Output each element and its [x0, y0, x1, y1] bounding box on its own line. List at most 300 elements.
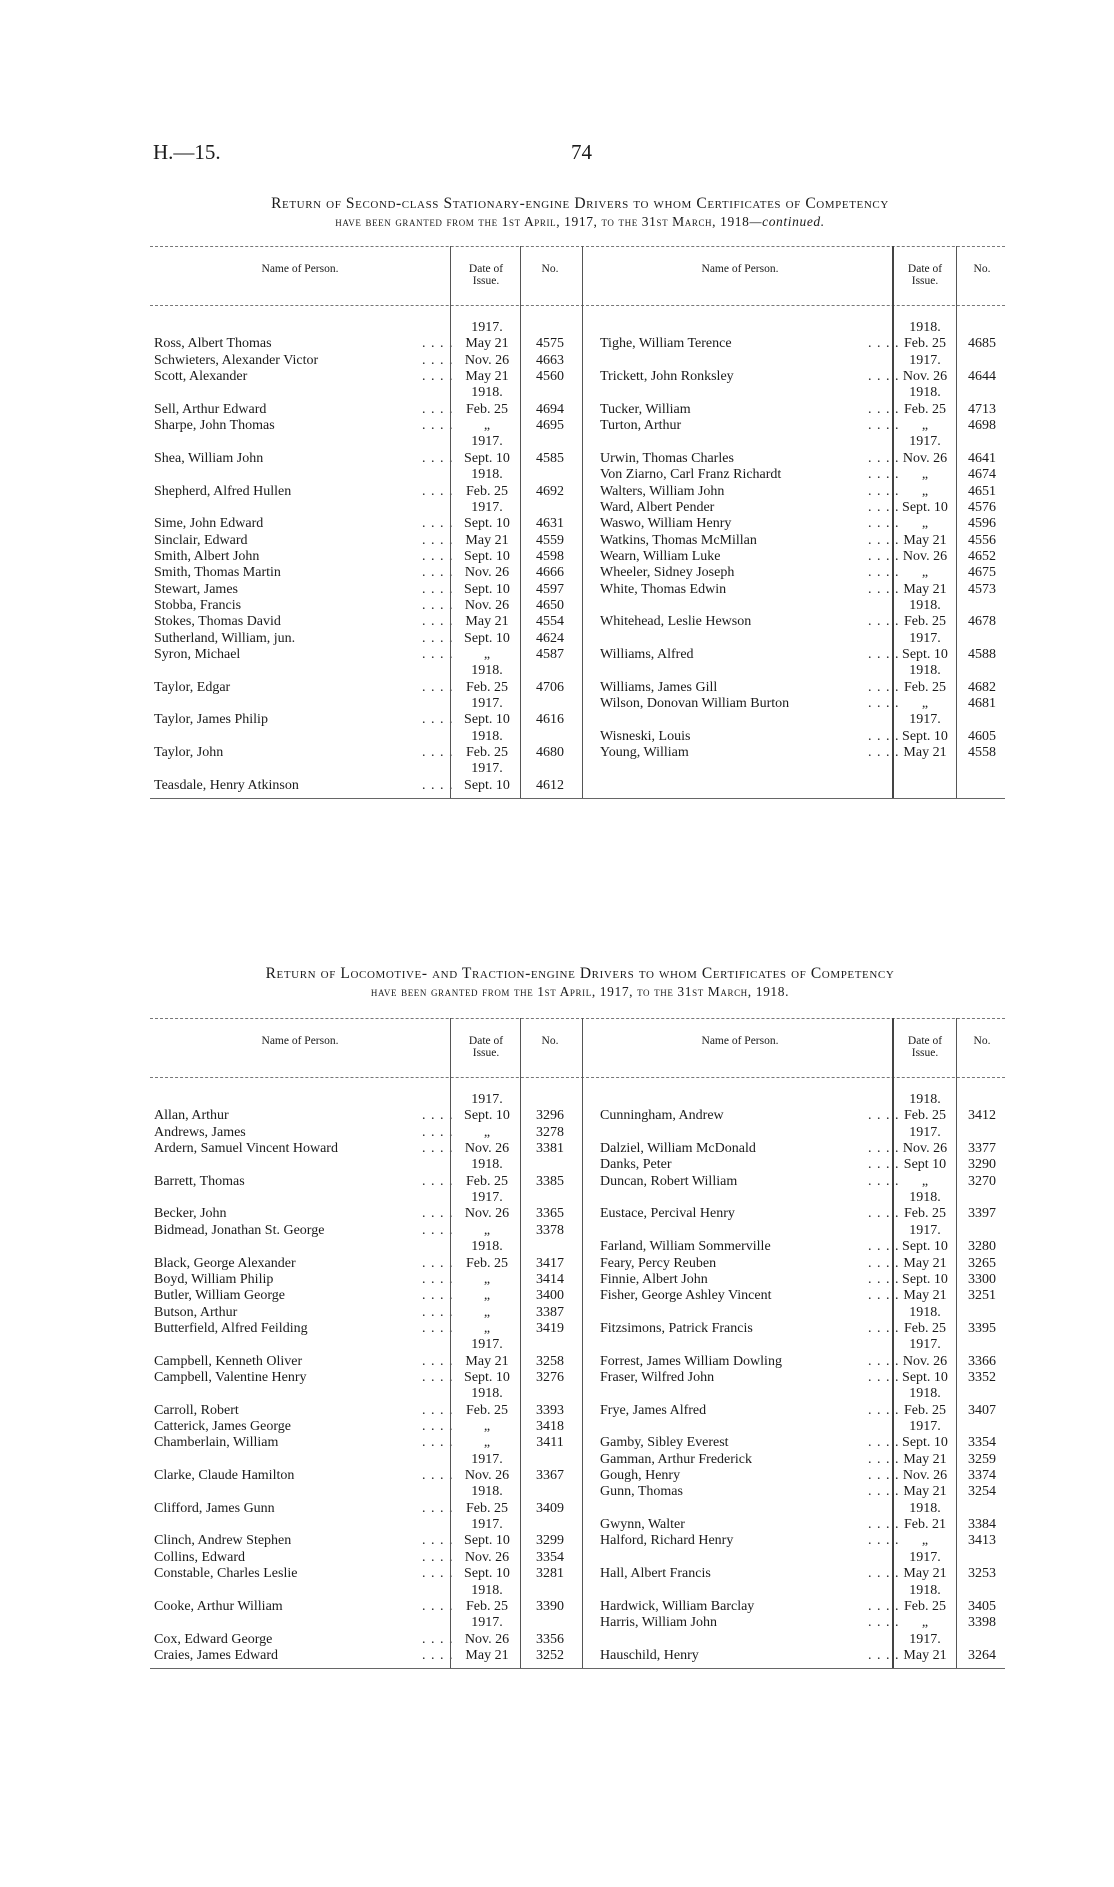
issue-date: Sept. 10	[464, 581, 510, 597]
table1	[150, 246, 1005, 800]
person-name: Cox, Edward George	[154, 1631, 273, 1647]
person-name: Taylor, James Philip	[154, 712, 268, 728]
person-name: Chamberlain, William	[154, 1435, 279, 1451]
certificate-number: 3281	[536, 1566, 564, 1582]
issue-date: Sept. 10	[902, 1239, 948, 1255]
issue-date: Feb. 25	[904, 1206, 946, 1222]
person-name: White, Thomas Edwin	[600, 581, 727, 597]
leader-dots: . . . .	[868, 401, 900, 417]
table2-header-no-right: No.	[973, 1035, 991, 1047]
leader-dots: . . . .	[422, 1255, 454, 1271]
leader-dots: . . . .	[422, 679, 454, 695]
issue-date: Sept. 10	[464, 516, 510, 532]
issue-date: May 21	[465, 532, 509, 548]
table1-header-no-left: No.	[541, 263, 559, 275]
certificate-number: 4651	[968, 483, 996, 499]
person-name: Boyd, William Philip	[154, 1271, 274, 1287]
leader-dots: . . . .	[868, 679, 900, 695]
issue-date: Feb. 25	[904, 1108, 946, 1124]
person-name: Stewart, James	[154, 581, 238, 597]
issue-date: Feb. 21	[904, 1517, 946, 1533]
table2	[150, 1018, 1005, 1670]
issue-date: Nov. 26	[902, 1353, 948, 1369]
issue-date: May 21	[465, 369, 509, 385]
person-name: Gamman, Arthur Frederick	[600, 1451, 753, 1467]
table-row	[150, 402, 1005, 418]
certificate-number: 3393	[536, 1402, 564, 1418]
person-name: Butson, Arthur	[154, 1304, 238, 1320]
table-row	[150, 1583, 1005, 1599]
leader-dots: . . . .	[422, 1402, 454, 1418]
certificate-number: 3253	[968, 1566, 996, 1582]
table-row	[150, 385, 1005, 401]
table-row	[150, 336, 1005, 352]
certificate-number: 4650	[536, 597, 564, 613]
person-name: Becker, John	[154, 1206, 227, 1222]
person-name: Whitehead, Leslie Hewson	[600, 614, 752, 630]
leader-dots: . . . .	[868, 1435, 900, 1451]
person-name: Walters, William John	[600, 483, 725, 499]
leader-dots: . . . .	[422, 614, 454, 630]
leader-dots: . . . .	[422, 1222, 454, 1238]
table-row	[150, 614, 1005, 630]
certificate-number: 4678	[968, 614, 996, 630]
table-row	[150, 778, 1005, 794]
leader-dots: . . . .	[868, 1647, 900, 1663]
table-row	[150, 1386, 1005, 1402]
certificate-number: 4694	[536, 401, 564, 417]
table-row	[150, 1632, 1005, 1648]
leader-dots: . . . .	[422, 336, 454, 352]
leader-dots: . . . .	[868, 696, 900, 712]
table-row	[150, 729, 1005, 745]
issue-date: 1918.	[471, 1157, 503, 1173]
table-row	[150, 1288, 1005, 1304]
issue-date: May 21	[903, 1484, 947, 1500]
column-rule	[450, 246, 451, 798]
table-row	[150, 418, 1005, 434]
leader-dots: . . . .	[868, 728, 900, 744]
certificate-number: 4612	[536, 777, 564, 793]
person-name: Wheeler, Sidney Joseph	[600, 565, 735, 581]
issue-date: Nov. 26	[464, 352, 510, 368]
column-rule	[582, 1018, 583, 1668]
issue-date: Feb. 25	[904, 614, 946, 630]
issue-date: Feb. 25	[466, 679, 508, 695]
person-name: Wisneski, Louis	[600, 728, 691, 744]
table-row	[150, 1550, 1005, 1566]
issue-date: Sept. 10	[464, 630, 510, 646]
table-row	[150, 1272, 1005, 1288]
issue-date: 1918.	[471, 467, 503, 483]
certificate-number: 4576	[968, 499, 996, 515]
table-row	[150, 1239, 1005, 1255]
leader-dots: . . . .	[868, 1320, 900, 1336]
certificate-number: 3276	[536, 1369, 564, 1385]
leader-dots: . . . .	[422, 548, 454, 564]
leader-dots: . . . .	[868, 647, 900, 662]
issue-date: Sept. 10	[902, 499, 948, 515]
leader-dots: . . . .	[868, 483, 900, 499]
certificate-number: 4575	[536, 336, 564, 352]
person-name: Wilson, Donovan William Burton	[600, 696, 790, 712]
table2-header-name-left: Name of Person.	[261, 1035, 339, 1047]
issue-date: 1918.	[909, 1092, 941, 1107]
person-name: Danks, Peter	[600, 1157, 672, 1173]
leader-dots: . . . .	[868, 418, 900, 434]
issue-date: 1917.	[909, 1631, 941, 1647]
table-row	[150, 1484, 1005, 1500]
column-rule	[892, 1018, 894, 1668]
certificate-number: 4587	[536, 647, 564, 662]
table-row	[150, 1141, 1005, 1157]
certificate-number: 4706	[536, 679, 564, 695]
column-rule	[582, 246, 583, 798]
person-name: Turton, Arthur	[600, 418, 682, 434]
certificate-number: 3299	[536, 1533, 564, 1549]
leader-dots: . . . .	[422, 532, 454, 548]
person-name: Campbell, Valentine Henry	[154, 1369, 307, 1385]
person-name: Carroll, Robert	[154, 1402, 239, 1418]
issue-date: Nov. 26	[902, 1141, 948, 1157]
person-name: Ardern, Samuel Vincent Howard	[154, 1141, 338, 1157]
certificate-number: 4666	[536, 565, 564, 581]
person-name: Gwynn, Walter	[600, 1517, 685, 1533]
person-name: Sell, Arthur Edward	[154, 401, 267, 417]
person-name: Tucker, William	[600, 401, 691, 417]
certificate-number: 3385	[536, 1173, 564, 1189]
issue-date: 1917.	[471, 1451, 503, 1467]
person-name: Shepherd, Alfred Hullen	[154, 483, 292, 499]
issue-date: „	[921, 565, 929, 581]
table-row	[150, 647, 1005, 663]
issue-date: 1918.	[471, 728, 503, 744]
person-name: Frye, James Alfred	[600, 1402, 707, 1418]
issue-date: May 21	[903, 1647, 947, 1663]
person-name: Scott, Alexander	[154, 369, 248, 385]
issue-date: 1917.	[909, 712, 941, 728]
leader-dots: . . . .	[868, 1255, 900, 1271]
certificate-number: 4596	[968, 516, 996, 532]
person-name: Harris, William John	[600, 1615, 717, 1631]
issue-date: May 21	[465, 614, 509, 630]
certificate-number: 4682	[968, 679, 996, 695]
leader-dots: . . . .	[868, 1566, 900, 1582]
table-row	[150, 680, 1005, 696]
issue-date: Feb. 25	[904, 401, 946, 417]
issue-date: „	[483, 647, 491, 662]
certificate-number: 3264	[968, 1647, 996, 1663]
person-name: Collins, Edward	[154, 1549, 245, 1565]
leader-dots: . . . .	[422, 1288, 454, 1304]
page-number: 74	[571, 140, 592, 164]
issue-date: 1918.	[909, 1582, 941, 1598]
leader-dots: . . . .	[422, 1419, 454, 1434]
leader-dots: . . . .	[422, 1206, 454, 1222]
person-name: Feary, Percy Reuben	[600, 1255, 717, 1271]
issue-date: 1918.	[909, 1500, 941, 1516]
issue-date: „	[921, 1173, 929, 1189]
table-row	[150, 1435, 1005, 1451]
leader-dots: . . . .	[422, 647, 454, 662]
issue-date: Feb. 25	[466, 401, 508, 417]
table2-body	[150, 1078, 1005, 1670]
issue-date: 1918.	[909, 1190, 941, 1206]
certificate-number: 3300	[968, 1271, 996, 1287]
issue-date: May 21	[903, 581, 947, 597]
issue-date: 1917.	[909, 1419, 941, 1434]
person-name: Campbell, Kenneth Oliver	[154, 1353, 303, 1369]
table-row	[150, 1157, 1005, 1173]
certificate-number: 3251	[968, 1288, 996, 1304]
certificate-number: 4573	[968, 581, 996, 597]
table-row	[150, 1125, 1005, 1141]
table-row	[150, 1566, 1005, 1582]
issue-date: Feb. 25	[904, 1402, 946, 1418]
person-name: Hardwick, William Barclay	[600, 1598, 755, 1614]
issue-date: Feb. 25	[466, 1255, 508, 1271]
leader-dots: . . . .	[422, 581, 454, 597]
leader-dots: . . . .	[422, 401, 454, 417]
issue-date: Feb. 25	[904, 1598, 946, 1614]
leader-dots: . . . .	[422, 1304, 454, 1320]
issue-date: 1917.	[471, 761, 503, 777]
table-row	[150, 1321, 1005, 1337]
certificate-number: 3365	[536, 1206, 564, 1222]
leader-dots: . . . .	[422, 712, 454, 728]
table-row	[150, 1174, 1005, 1190]
table2-header-no-left: No.	[541, 1035, 559, 1047]
certificate-number: 3254	[968, 1484, 996, 1500]
leader-dots: . . . .	[868, 369, 900, 385]
issue-date: 1918.	[471, 1386, 503, 1402]
table-bottom-rule	[150, 1668, 1005, 1669]
issue-date: Sept. 10	[902, 1369, 948, 1385]
table-row	[150, 1452, 1005, 1468]
leader-dots: . . . .	[868, 1451, 900, 1467]
certificate-number: 3278	[536, 1124, 564, 1140]
issue-date: Sept. 10	[464, 712, 510, 728]
person-name: Williams, James Gill	[600, 679, 718, 695]
person-name: Allan, Arthur	[154, 1108, 229, 1124]
issue-date: May 21	[903, 745, 947, 761]
leader-dots: . . . .	[868, 1468, 900, 1484]
issue-date: May 21	[465, 336, 509, 352]
issue-date: 1918.	[909, 1386, 941, 1402]
issue-date: Sept. 10	[464, 1108, 510, 1124]
leader-dots: . . . .	[422, 1549, 454, 1565]
issue-date: „	[921, 483, 929, 499]
person-name: Constable, Charles Leslie	[154, 1566, 298, 1582]
person-name: Syron, Michael	[154, 647, 241, 662]
table-row	[150, 549, 1005, 565]
table-row	[150, 353, 1005, 369]
column-rule	[520, 1018, 521, 1668]
certificate-number: 4663	[536, 352, 564, 368]
issue-date: 1917.	[471, 499, 503, 515]
person-name: Gough, Henry	[600, 1468, 681, 1484]
certificate-number: 3405	[968, 1598, 996, 1614]
column-rule	[956, 1018, 957, 1668]
table1-title-line2	[140, 213, 1020, 231]
table1-title-continued: —continued.	[749, 214, 825, 229]
leader-dots: . . . .	[422, 565, 454, 581]
leader-dots: . . . .	[868, 581, 900, 597]
issue-date: „	[483, 1288, 491, 1304]
table-row	[150, 663, 1005, 679]
issue-date: „	[921, 1615, 929, 1631]
issue-date: „	[921, 1533, 929, 1549]
table-row	[150, 320, 1005, 336]
table2-header-name-right: Name of Person.	[701, 1035, 779, 1047]
issue-date: Nov. 26	[902, 450, 948, 466]
issue-date: Sept. 10	[902, 647, 948, 662]
issue-date: Sept 10	[903, 1157, 947, 1173]
person-name: Fitzsimons, Patrick Francis	[600, 1320, 753, 1336]
issue-date: Sept. 10	[464, 1566, 510, 1582]
table-bottom-rule	[150, 798, 1005, 799]
issue-date: May 21	[465, 1353, 509, 1369]
table-row	[150, 712, 1005, 728]
certificate-number: 3412	[968, 1108, 996, 1124]
leader-dots: . . . .	[868, 1288, 900, 1304]
person-name: Stobba, Francis	[154, 597, 242, 613]
issue-date: 1917.	[471, 1517, 503, 1533]
issue-date: Sept. 10	[902, 1271, 948, 1287]
leader-dots: . . . .	[422, 1124, 454, 1140]
leader-dots: . . . .	[422, 1533, 454, 1549]
person-name: Clarke, Claude Hamilton	[154, 1468, 295, 1484]
certificate-number: 3387	[536, 1304, 564, 1320]
table1-header-date-left: Date of Issue.	[468, 263, 504, 287]
certificate-number: 3280	[968, 1239, 996, 1255]
issue-date: 1917.	[471, 696, 503, 712]
certificate-number: 4692	[536, 483, 564, 499]
leader-dots: . . . .	[422, 1320, 454, 1336]
issue-date: 1917.	[909, 630, 941, 646]
person-name: Butler, William George	[154, 1288, 285, 1304]
issue-date: 1918.	[471, 1239, 503, 1255]
certificate-number: 4560	[536, 369, 564, 385]
issue-date: Nov. 26	[902, 1468, 948, 1484]
table-row	[150, 582, 1005, 598]
certificate-number: 3252	[536, 1647, 564, 1663]
certificate-number: 3417	[536, 1255, 564, 1271]
person-name: Duncan, Robert William	[600, 1173, 738, 1189]
table-row	[150, 1223, 1005, 1239]
table-row	[150, 1206, 1005, 1222]
certificate-number: 3296	[536, 1108, 564, 1124]
leader-dots: . . . .	[422, 1435, 454, 1451]
issue-date: 1917.	[471, 1092, 503, 1107]
person-name: Finnie, Albert John	[600, 1271, 708, 1287]
leader-dots: . . . .	[868, 1108, 900, 1124]
certificate-number: 3407	[968, 1402, 996, 1418]
leader-dots: . . . .	[422, 352, 454, 368]
issue-date: Feb. 25	[904, 336, 946, 352]
table-row	[150, 1354, 1005, 1370]
leader-dots: . . . .	[868, 1517, 900, 1533]
leader-dots: . . . .	[422, 418, 454, 434]
leader-dots: . . . .	[868, 532, 900, 548]
certificate-number: 4698	[968, 418, 996, 434]
person-name: Fisher, George Ashley Vincent	[600, 1288, 772, 1304]
person-name: Catterick, James George	[154, 1419, 291, 1434]
table2-title	[140, 965, 1020, 1001]
table2-title-line2: have been granted from the 1st April, 1917, to the 31st March, 1918.	[370, 984, 790, 999]
certificate-number: 3411	[536, 1435, 564, 1451]
person-name: Watkins, Thomas McMillan	[600, 532, 757, 548]
person-name: Hauschild, Henry	[600, 1647, 699, 1663]
person-name: Trickett, John Ronksley	[600, 369, 734, 385]
table-row	[150, 1108, 1005, 1124]
table-row	[150, 1305, 1005, 1321]
certificate-number: 4605	[968, 728, 996, 744]
issue-date: Feb. 25	[466, 483, 508, 499]
issue-date: „	[483, 1435, 491, 1451]
certificate-number: 3418	[536, 1419, 564, 1434]
table-row	[150, 369, 1005, 385]
certificate-number: 3356	[536, 1631, 564, 1647]
issue-date: „	[483, 1320, 491, 1336]
certificate-number: 3397	[968, 1206, 996, 1222]
issue-date: Nov. 26	[464, 1468, 510, 1484]
certificate-number: 4559	[536, 532, 564, 548]
issue-date: Feb. 25	[466, 1402, 508, 1418]
leader-dots: . . . .	[422, 1500, 454, 1516]
table1-title-line1: Return of Second-class Stationary-engine Drivers to whom Certificates of Competency	[271, 195, 889, 212]
issue-date: 1918.	[909, 663, 941, 679]
leader-dots: . . . .	[868, 1271, 900, 1287]
leader-dots: . . . .	[422, 597, 454, 613]
issue-date: May 21	[903, 1451, 947, 1467]
issue-date: Nov. 26	[464, 565, 510, 581]
page-header	[153, 140, 973, 170]
person-name: Schwieters, Alexander Victor	[154, 352, 319, 368]
table-row	[150, 1533, 1005, 1549]
leader-dots: . . . .	[868, 516, 900, 532]
issue-date: 1917.	[909, 1222, 941, 1238]
issue-date: 1918.	[909, 1304, 941, 1320]
person-name: Halford, Richard Henry	[600, 1533, 734, 1549]
table-row	[150, 1517, 1005, 1533]
table-row	[150, 745, 1005, 761]
person-name: Sutherland, William, jun.	[154, 630, 296, 646]
leader-dots: . . . .	[868, 565, 900, 581]
table-row	[150, 1370, 1005, 1386]
certificate-number: 3270	[968, 1173, 996, 1189]
issue-date: 1918.	[909, 385, 941, 401]
issue-date: 1917.	[471, 1337, 503, 1353]
certificate-number: 4675	[968, 565, 996, 581]
person-name: Bidmead, Jonathan St. George	[154, 1222, 325, 1238]
certificate-number: 3419	[536, 1320, 564, 1336]
issue-date: Nov. 26	[464, 597, 510, 613]
person-name: Gamby, Sibley Everest	[600, 1435, 729, 1451]
issue-date: May 21	[903, 1288, 947, 1304]
table2-header	[150, 1018, 1005, 1078]
certificate-number: 3354	[968, 1435, 996, 1451]
certificate-number: 3265	[968, 1255, 996, 1271]
table-row	[150, 516, 1005, 532]
certificate-number: 4556	[968, 532, 996, 548]
issue-date: May 21	[903, 1255, 947, 1271]
certificate-number: 3398	[968, 1615, 996, 1631]
leader-dots: . . . .	[868, 1239, 900, 1255]
leader-dots: . . . .	[422, 1353, 454, 1369]
issue-date: Sept. 10	[464, 777, 510, 793]
table2-header-date-left: Date of Issue.	[468, 1035, 504, 1059]
